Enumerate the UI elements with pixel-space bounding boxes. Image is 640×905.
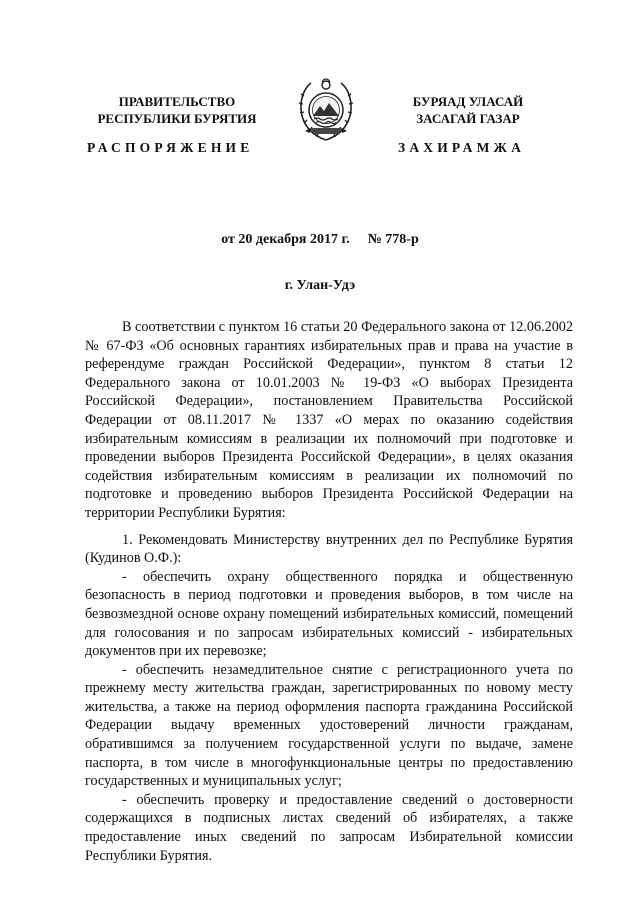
- coat-of-arms-emblem-icon: [296, 76, 356, 142]
- issuer-bur-line-2: ЗАСАГАЙ ГАЗАР: [416, 111, 520, 126]
- clause-1-item-1: - обеспечить охрану общественного порядка и общественную безопасность в период подготовки и проведения выборов, в том числе на безвозмездной основе охрану помещений избирательных комиссий, помещений для голосования и по запросам избирательных комиссий - избирательных документов при их перевозке;: [85, 568, 573, 660]
- date-number-line: [0, 232, 640, 248]
- clause-1-item-2: - обеспечить незамедлительное снятие с регистрационного учета по прежнему месту жительства граждан, зарегистрированных по новому месту жительства, а также на период оформления паспорта гражданина Российской Федерации выдачу временных удостоверений личности гражданам, обратившимся за получением государственной услуги по выдаче, замене паспорта, в том числе в многофункциональные центры по предоставлению государственных и муниципальных услуг;: [85, 661, 573, 790]
- issuer-ru-line-1: ПРАВИТЕЛЬСТВО: [118, 94, 236, 109]
- document-number: № 778-р: [367, 232, 419, 247]
- preamble-paragraph: В соответствии с пунктом 16 статьи 20 Федерального закона от 12.06.2002 № 67-ФЗ «Об основных гарантиях избирательных прав и права на участие в референдуме граждан Российской Федерации», пунктом 8 статьи 12 Федерального закона от 10.01.2003 № 19-ФЗ «О выборах Президента Российской Федерации», постановлением Правительства Российской Федерации от 08.11.2017 № 1337 «О мерах по оказанию содействия избирательным комиссиям в реализации их полномочий при подготовке и проведении выборов Президента Российской Федерации», в целях оказания содействия избирательным комиссиям в реализации их полномочий по подготовке и проведению выборов Президента Российской Федерации на территории Республики Бурятия:: [85, 319, 573, 521]
- issuer-bur: [383, 93, 553, 127]
- clause-1-paragraph: 1. Рекомендовать Министерству внутренних дел по Республике Бурятия (Кудинов О.Ф.):: [85, 531, 573, 567]
- doc-type-bur: ЗАХИРАМЖА: [398, 140, 526, 155]
- document-body: [85, 318, 573, 865]
- clause-1-item-3: - обеспечить проверку и предоставление сведений о достоверности содержащихся в подписных листах сведений об избирателях, а также предоставление иных сведений по запросам Избирательной комиссии Республики Бурятия.: [85, 791, 573, 864]
- document-city: г. Улан-Удэ: [284, 278, 356, 293]
- issuer-ru: [82, 93, 272, 127]
- issuer-ru-line-2: РЕСПУБЛИКИ БУРЯТИЯ: [97, 111, 257, 126]
- doc-type-ru: РАСПОРЯЖЕНИЕ: [87, 140, 254, 155]
- document-date: от 20 декабря 2017 г.: [221, 232, 350, 247]
- issuer-bur-line-1: БУРЯАД УЛАСАЙ: [412, 94, 524, 109]
